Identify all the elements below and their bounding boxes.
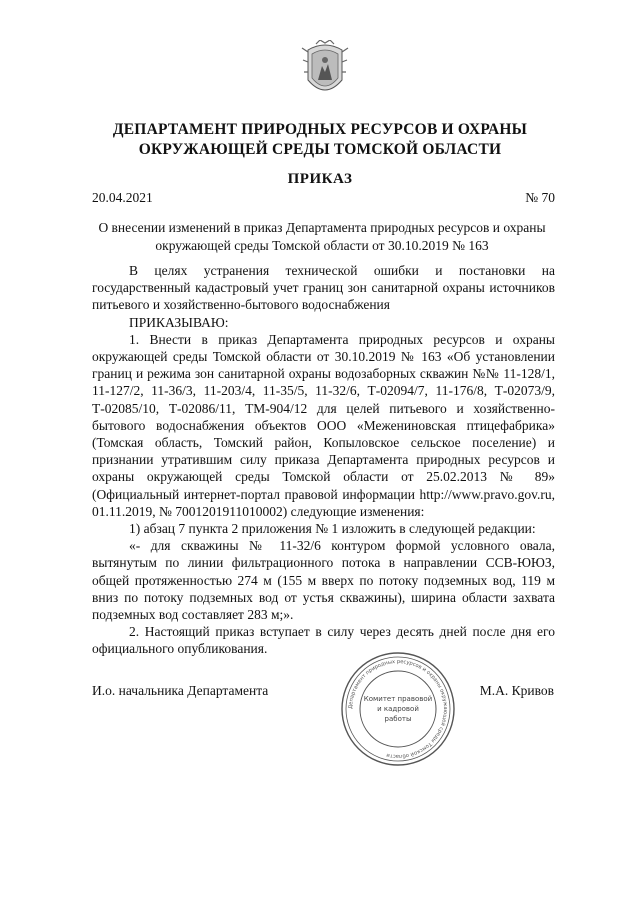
stamp-text-line1: Комитет правовой	[363, 695, 433, 703]
order-number: № 70	[525, 190, 555, 205]
department-name-line2: ОКРУЖАЮЩЕЙ СРЕДЫ ТОМСКОЙ ОБЛАСТИ	[138, 141, 502, 158]
stamp-text-line2: и кадровой	[377, 705, 419, 713]
department-name-line1: ДЕПАРТАМЕНТ ПРИРОДНЫХ РЕСУРСОВ И ОХРАНЫ	[112, 121, 528, 138]
document-type-title: ПРИКАЗ	[287, 171, 353, 187]
signatory-name: М.А. Кривов	[479, 683, 554, 698]
item-1-quote: «- для скважины № 11-32/6 контуром формой условного овала, вытянутым по линии фильтрационного потока в направлении ССВ-ЮЮЗ, общей протяженностью 274 м (155 м вверх по потоку подземных вод, 119 м вниз по потоку подземных вод от устья скважины), ширина области захвата подземных вод составляет 283 м;».	[92, 538, 555, 623]
preamble-paragraph: В целях устранения технической ошибки и постановки на государственный кадастровый учет границ зон санитарной охраны источников питьевого и хозяйственно-бытового водоснабжения	[92, 263, 555, 313]
item-1-subitem: 1) абзац 7 пункта 2 приложения № 1 изложить в следующей редакции:	[129, 521, 536, 537]
stamp-ring-text: Департамент природных ресурсов и охраны окружающей среды Томской области	[347, 658, 449, 760]
order-subject: О внесении изменений в приказ Департамента природных ресурсов и охраны окружающей среды Томской области от 30.10.2019 № 163	[98, 220, 546, 253]
item-1-paragraph: 1. Внести в приказ Департамента природных ресурсов и охраны окружающей среды Томской области от 30.10.2019 № 163 «Об установлении границ и режима зон санитарной охраны водозаборных скважин №№ 11-128/1, 11-127/2, 11-36/3, 11-203/4, 11-35/5, 11-32/6, Т-02094/7, 11-176/8, Т-02073/9, Т-02085/10, Т-02086/11, ТМ-904/12 для целей питьевого и хозяйственно-бытового водоснабжения объектов ООО «Межениновская птицефабрика» (Томская область, Томский район, Копыловское сельское поселение) и признании утратившим силу приказа Департамента природных ресурсов и охраны окружающей среды Томской области от 25.02.2013 № 89» (Официальный интернет-портал правовой информации http://www.pravo.gov.ru, 01.11.2019, № 7001201911010002) следующие изменения:	[92, 331, 555, 519]
item-2-paragraph: 2. Настоящий приказ вступает в силу через десять дней после дня его официального опубликования.	[92, 624, 555, 657]
coat-of-arms-icon	[300, 40, 350, 102]
signatory-position: И.о. начальника Департамента	[92, 683, 269, 698]
command-word: ПРИКАЗЫВАЮ:	[129, 314, 229, 330]
order-date: 20.04.2021	[92, 190, 153, 205]
stamp-text-line3: работы	[384, 715, 412, 723]
order-body	[92, 262, 555, 658]
official-stamp	[338, 649, 458, 769]
